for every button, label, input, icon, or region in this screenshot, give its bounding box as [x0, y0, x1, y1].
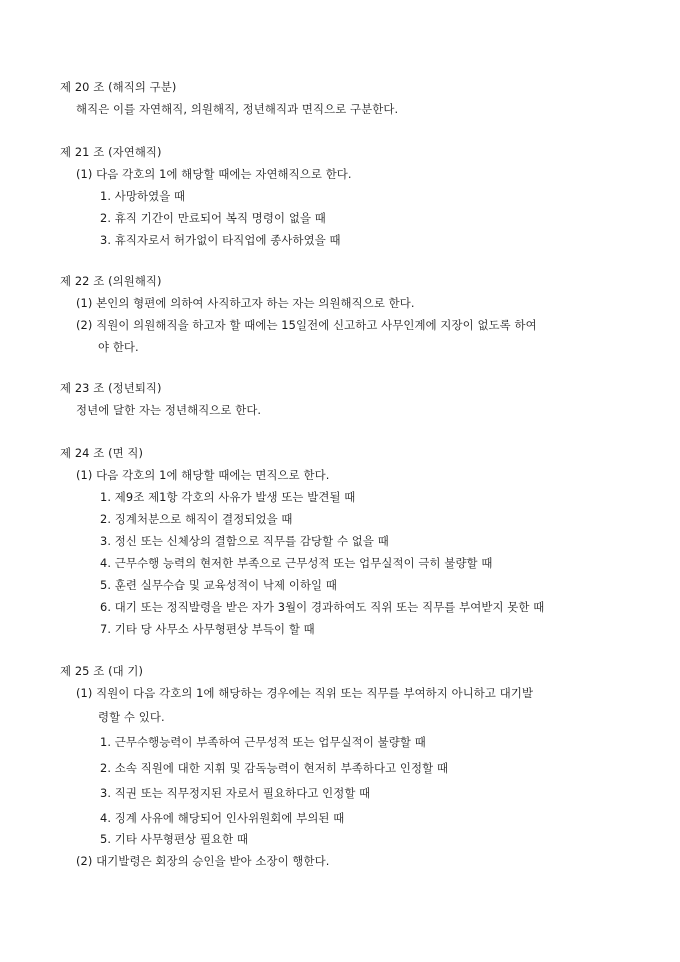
article-24-item-6: 6. 대기 또는 정직발령을 받은 자가 3월이 경과하여도 직위 또는 직무를 부여받지 못한 때	[100, 600, 545, 614]
article-24-item-5: 5. 훈련 실무수습 및 교육성적이 낙제 이하일 때	[100, 578, 337, 592]
article-23-body: 정년에 달한 자는 정년해직으로 한다.	[76, 403, 262, 417]
article-22-clause-2-continued: 야 한다.	[98, 340, 139, 354]
article-21-heading: 제 21 조 (자연해직)	[60, 145, 162, 159]
article-21-item-2: 2. 휴직 기간이 만료되어 복직 명령이 없을 때	[100, 211, 326, 225]
article-24-item-7: 7. 기타 당 사무소 사무형편상 부득이 할 때	[100, 622, 315, 636]
article-21-clause-1: (1) 다음 각호의 1에 해당할 때에는 자연해직으로 한다.	[76, 167, 352, 181]
article-22-heading: 제 22 조 (의원해직)	[60, 274, 162, 288]
article-22-clause-1: (1) 본인의 형편에 의하여 사직하고자 하는 자는 의원해직으로 한다.	[76, 296, 415, 310]
article-25-clause-2: (2) 대기발령은 회장의 승인을 받아 소장이 행한다.	[76, 854, 330, 868]
article-21-item-1: 1. 사망하였을 때	[100, 189, 186, 203]
article-24-item-3: 3. 정신 또는 신체상의 결함으로 직무를 감당할 수 없을 때	[100, 534, 389, 548]
article-25-item-4: 4. 징계 사유에 해당되어 인사위원회에 부의된 때	[100, 811, 345, 825]
article-25-item-5: 5. 기타 사무형편상 필요한 때	[100, 832, 249, 846]
article-25-item-1: 1. 근무수행능력이 부족하여 근무성적 또는 업무실적이 불량할 때	[100, 735, 426, 749]
article-25-clause-1: (1) 직원이 다음 각호의 1에 해당하는 경우에는 직위 또는 직무를 부여하지 아니하고 대기발	[76, 686, 534, 700]
article-25-heading: 제 25 조 (대 기)	[60, 664, 144, 678]
article-20-body: 해직은 이를 자연해직, 의원해직, 정년해직과 면직으로 구분한다.	[76, 102, 399, 116]
article-25-item-3: 3. 직권 또는 직무정지된 자로서 필요하다고 인정할 때	[100, 786, 371, 800]
article-25-item-2: 2. 소속 직원에 대한 지휘 및 감독능력이 현저히 부족하다고 인정할 때	[100, 761, 449, 775]
article-24-heading: 제 24 조 (면 직)	[60, 446, 144, 460]
article-25-clause-1-continued: 령할 수 있다.	[98, 710, 165, 724]
article-24-clause-1: (1) 다음 각호의 1에 해당할 때에는 면직으로 한다.	[76, 468, 330, 482]
article-24-item-4: 4. 근무수행 능력의 현저한 부족으로 근무성적 또는 업무실적이 극히 불량할 때	[100, 556, 493, 570]
article-20-heading: 제 20 조 (해직의 구분)	[60, 80, 177, 94]
article-22-clause-2: (2) 직원이 의원해직을 하고자 할 때에는 15일전에 신고하고 사무인계에 지장이 없도록 하여	[76, 318, 537, 332]
article-24-item-1: 1. 제9조 제1항 각호의 사유가 발생 또는 발견될 때	[100, 490, 356, 504]
article-24-item-2: 2. 징계처분으로 해직이 결정되었을 때	[100, 512, 293, 526]
article-23-heading: 제 23 조 (정년퇴직)	[60, 381, 162, 395]
article-21-item-3: 3. 휴직자로서 허가없이 타직업에 종사하였을 때	[100, 233, 341, 247]
